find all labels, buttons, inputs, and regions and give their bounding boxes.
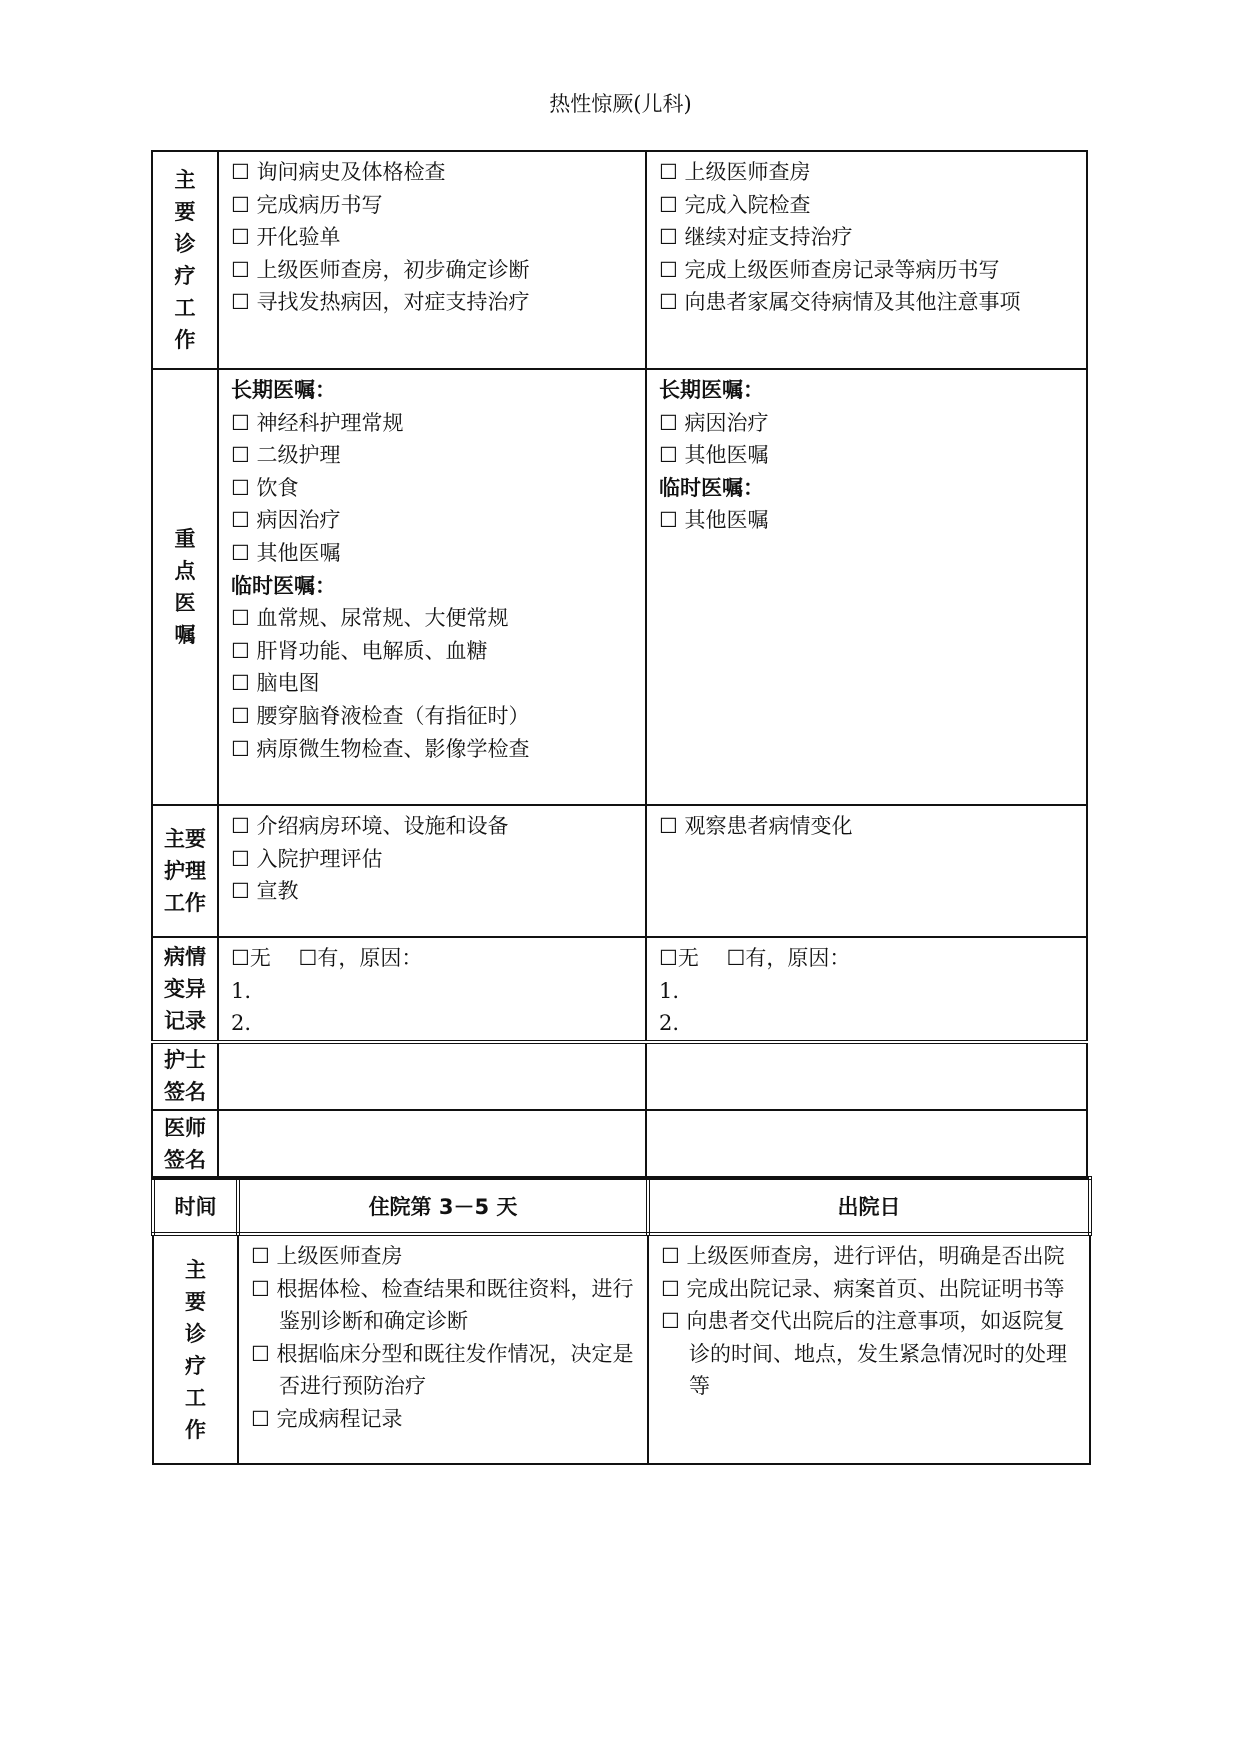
list-item: ☐ 其他医嘱 xyxy=(231,540,341,565)
row-nurse-signature xyxy=(152,1042,1087,1110)
row-nursing-work xyxy=(152,805,1087,937)
list-item: ☐无 ☐有，原因： xyxy=(659,946,851,970)
list-item: ☐ 病因治疗 xyxy=(231,508,341,533)
list-item: ☐ 继续对症支持治疗 xyxy=(659,225,853,250)
list-item: 1. xyxy=(231,978,252,1003)
list-item: ☐无 ☐有，原因： xyxy=(231,946,423,970)
list-item: ☐ 根据体检、检查结果和既往资料，进行鉴别诊断和确定诊断 xyxy=(251,1276,634,1334)
right-cell xyxy=(646,937,1087,1042)
signature-field[interactable] xyxy=(218,1042,646,1110)
list-item: ☐ 入院护理评估 xyxy=(231,846,383,871)
list-item: ☐ 腰穿脑脊液检查（有指征时） xyxy=(231,703,530,728)
list-item: ☐ 神经科护理常规 xyxy=(231,410,404,435)
list-item: 1. xyxy=(659,978,680,1003)
row-main-work xyxy=(153,1234,1090,1464)
row-label: 重点医嘱 xyxy=(152,369,218,805)
header-row xyxy=(153,1178,1090,1234)
list-item: ☐ 完成入院检查 xyxy=(659,192,811,217)
list-item: ☐ 饮食 xyxy=(231,475,299,500)
list-item: ☐ 向患者家属交待病情及其他注意事项 xyxy=(659,290,1021,315)
list-item: ☐ 其他医嘱 xyxy=(659,443,769,468)
header-day3-5: 住院第 3－5 天 xyxy=(238,1178,648,1234)
row-main-work xyxy=(152,151,1087,369)
lower-table xyxy=(151,1176,1092,1465)
row-label: 主要诊疗工作 xyxy=(153,1234,238,1464)
list-item: ☐ 病因治疗 xyxy=(659,410,769,435)
list-item: ☐ 二级护理 xyxy=(231,443,341,468)
right-cell xyxy=(646,151,1087,369)
list-item: ☐ 向患者交代出院后的注意事项，如返院复诊的时间、地点，发生紧急情况时的处理等 xyxy=(661,1309,1067,1399)
row-key-orders xyxy=(152,369,1087,805)
signature-field[interactable] xyxy=(646,1042,1087,1110)
list-item: ☐ 完成上级医师查房记录等病历书写 xyxy=(659,257,1000,282)
list-item: ☐ 询问病史及体格检查 xyxy=(231,160,446,184)
list-item: ☐ 介绍病房环境、设施和设备 xyxy=(231,814,509,838)
row-variance-record xyxy=(152,937,1087,1042)
list-item: ☐ 肝肾功能、电解质、血糖 xyxy=(231,638,488,663)
row-label: 医师签名 xyxy=(152,1110,218,1178)
header-discharge-day: 出院日 xyxy=(648,1178,1090,1234)
left-cell xyxy=(218,151,646,369)
list-item: 2. xyxy=(231,1011,252,1036)
list-item: ☐ 上级医师查房，初步确定诊断 xyxy=(231,257,530,282)
row-label: 病情变异记录 xyxy=(152,937,218,1042)
left-cell xyxy=(218,369,646,805)
list-item: 2. xyxy=(659,1011,680,1036)
list-item: ☐ 观察患者病情变化 xyxy=(659,814,853,838)
signature-field[interactable] xyxy=(218,1110,646,1178)
right-cell xyxy=(646,805,1087,937)
header-time: 时间 xyxy=(153,1178,238,1234)
page-title: 热性惊厥(儿科) xyxy=(549,92,692,116)
signature-field[interactable] xyxy=(646,1110,1087,1178)
right-cell xyxy=(648,1234,1090,1464)
section-heading: 临时医嘱： xyxy=(659,475,764,500)
list-item: ☐ 脑电图 xyxy=(231,671,320,696)
list-item: ☐ 完成出院记录、病案首页、出院证明书等 xyxy=(661,1276,1065,1301)
row-doctor-signature xyxy=(152,1110,1087,1178)
row-label: 主要诊疗工作 xyxy=(152,151,218,369)
left-cell xyxy=(218,805,646,937)
list-item: ☐ 宣教 xyxy=(231,879,299,904)
section-heading: 长期医嘱： xyxy=(231,378,336,402)
list-item: ☐ 病原微生物检查、影像学检查 xyxy=(231,736,530,761)
row-label: 护士签名 xyxy=(152,1042,218,1110)
list-item: ☐ 寻找发热病因，对症支持治疗 xyxy=(231,290,530,315)
section-heading: 临时医嘱： xyxy=(231,573,336,598)
list-item: ☐ 上级医师查房 xyxy=(251,1244,403,1268)
list-item: ☐ 上级医师查房，进行评估，明确是否出院 xyxy=(661,1244,1065,1268)
right-cell xyxy=(646,369,1087,805)
left-cell xyxy=(218,937,646,1042)
list-item: ☐ 其他医嘱 xyxy=(659,508,769,533)
section-heading: 长期医嘱： xyxy=(659,378,764,402)
list-item: ☐ 完成病程记录 xyxy=(251,1406,403,1431)
list-item: ☐ 血常规、尿常规、大便常规 xyxy=(231,606,509,631)
list-item: ☐ 上级医师查房 xyxy=(659,160,811,184)
row-label: 主要护理工作 xyxy=(152,805,218,937)
list-item: ☐ 完成病历书写 xyxy=(231,192,383,217)
list-item: ☐ 开化验单 xyxy=(231,225,341,250)
upper-table xyxy=(151,150,1088,1179)
left-cell xyxy=(238,1234,648,1464)
list-item: ☐ 根据临床分型和既往发作情况，决定是否进行预防治疗 xyxy=(251,1341,634,1399)
